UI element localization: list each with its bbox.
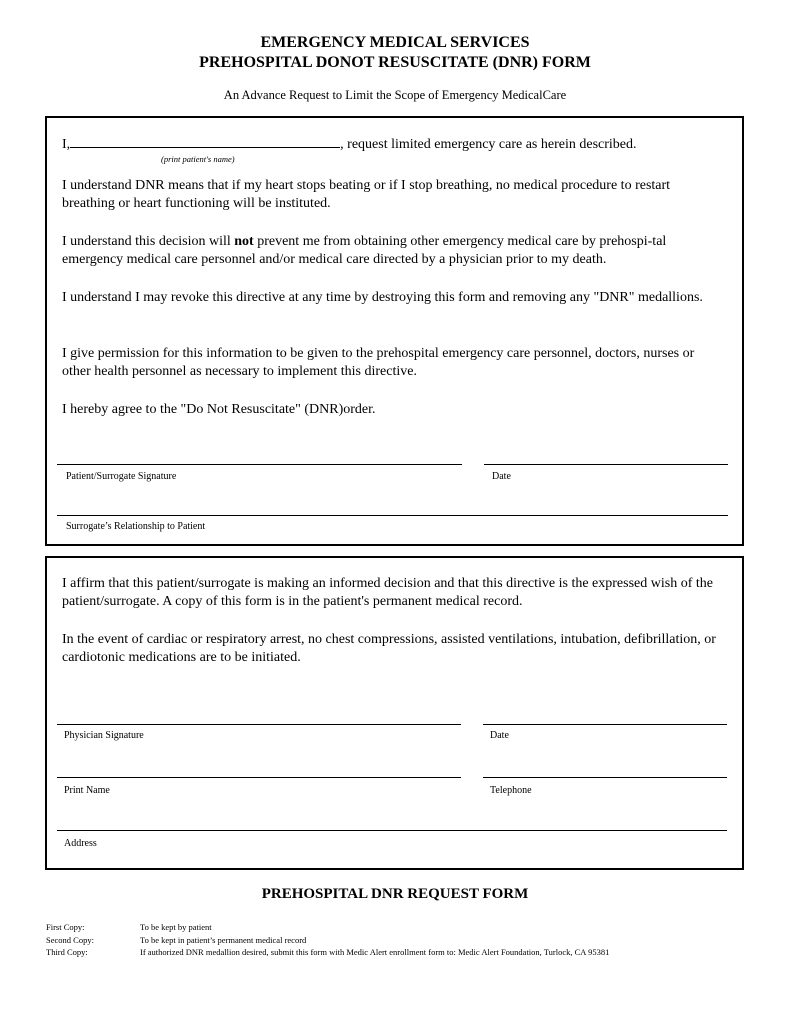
revoke-paragraph: I understand I may revoke this directive at any time by destroying this form and removing any "DNR" medallions. [62, 290, 703, 305]
dnr-understanding-paragraph: I understand DNR means that if my heart stops beating or if I stop breathing, no medical procedure to restart breathing or heart functioning will be instituted. [62, 178, 671, 211]
physician-date-label: Date [490, 730, 509, 741]
form-title-line2: PREHOSPITAL DONOT RESUSCITATE (DNR) FORM [199, 54, 591, 71]
agreement-paragraph: I hereby agree to the "Do Not Resuscitate" (DNR)order. [62, 402, 376, 417]
affirm-paragraph: I affirm that this patient/surrogate is making an informed decision and that this directive is the expressed wish of the patient/surrogate. A copy of this form is in the patient's permanent medical record. [62, 576, 713, 609]
telephone-label: Telephone [490, 785, 532, 796]
form-title-line1: EMERGENCY MEDICAL SERVICES [260, 34, 530, 51]
request-form-title: PREHOSPITAL DNR REQUEST FORM [261, 886, 529, 902]
patient-name-field[interactable] [70, 134, 340, 148]
telephone-line[interactable] [483, 777, 727, 778]
print-name-line[interactable] [57, 777, 461, 778]
first-copy-text: To be kept by patient [140, 922, 212, 932]
first-copy-label: First Copy: [46, 922, 85, 932]
para2-bold: not [234, 234, 254, 249]
patient-intro [62, 134, 722, 154]
third-copy-text: If authorized DNR medallion desired, submit this form with Medic Alert enrollment form to: Medic Alert Foundation, Turlock, CA 95381 [140, 947, 610, 957]
patient-signature-line[interactable] [57, 464, 462, 465]
para2-before: I understand this decision will [62, 234, 235, 249]
physician-signature-line[interactable] [57, 724, 461, 725]
patient-signature-label: Patient/Surrogate Signature [66, 471, 177, 482]
patient-section [45, 116, 744, 546]
relationship-line[interactable] [57, 515, 728, 516]
print-name-label: Print Name [64, 785, 110, 796]
form-subtitle: An Advance Request to Limit the Scope of Emergency MedicalCare [223, 88, 567, 102]
arrest-paragraph: In the event of cardiac or respiratory arrest, no chest compressions, assisted ventilations, intubation, defibrillation, or cardiotonic medications are to be initiated. [62, 632, 716, 665]
second-copy-label: Second Copy: [46, 935, 94, 945]
physician-section [45, 556, 744, 870]
para2-after: prevent me from obtaining other emergency medical care by prehospi-tal emergency medical care personnel and/or medical care directed by a physician prior to my death. [62, 234, 667, 267]
intro-prefix: I, [62, 137, 71, 152]
third-copy-label: Third Copy: [46, 947, 88, 957]
patient-date-line[interactable] [484, 464, 728, 465]
physician-date-line[interactable] [483, 724, 727, 725]
patient-name-hint: (print patient's name) [161, 154, 235, 164]
address-line[interactable] [57, 830, 727, 831]
relationship-label: Surrogate’s Relationship to Patient [66, 521, 206, 532]
patient-date-label: Date [492, 471, 511, 482]
second-copy-text: To be kept in patient’s permanent medical record [140, 935, 307, 945]
physician-signature-label: Physician Signature [64, 730, 144, 741]
address-label: Address [64, 838, 97, 849]
permission-paragraph: I give permission for this information to be given to the prehospital emergency care personnel, doctors, nurses or other health personnel as necessary to implement this directive. [62, 346, 695, 379]
decision-paragraph [62, 233, 722, 269]
intro-suffix: , request limited emergency care as herein described. [340, 137, 637, 152]
